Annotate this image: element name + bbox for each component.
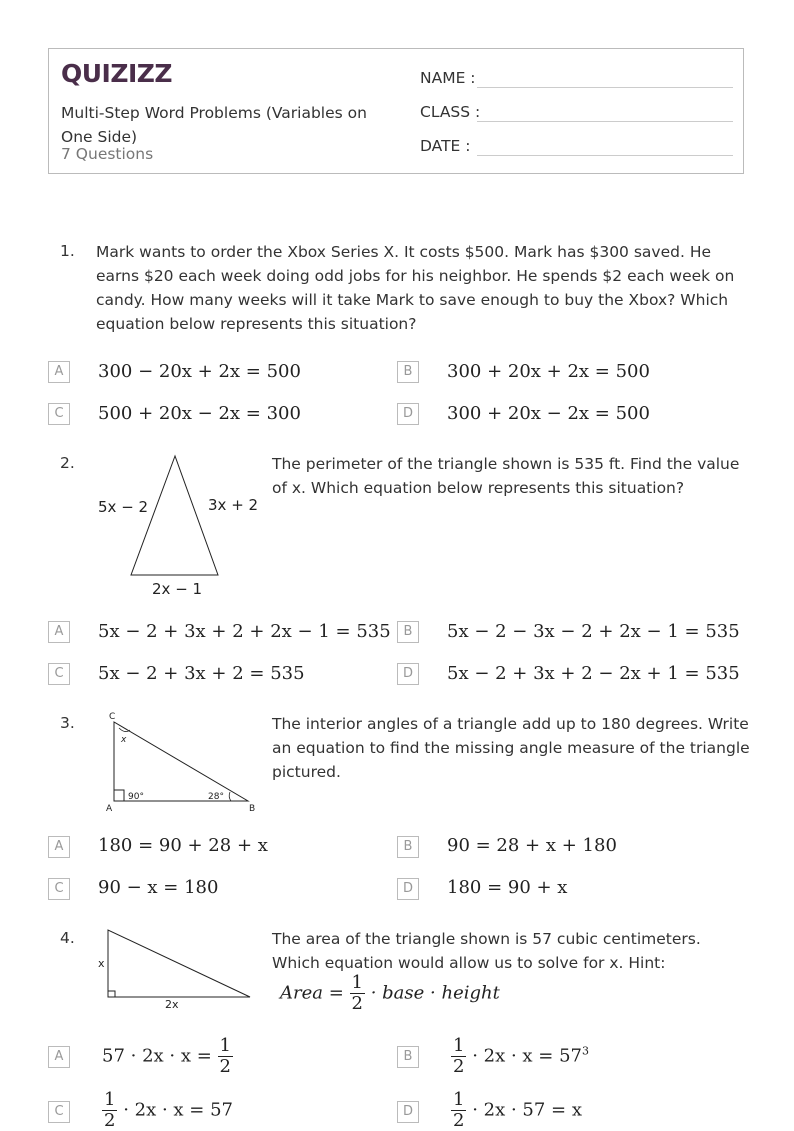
q4-triangle-figure: [92, 924, 257, 1014]
q4-option-b-box[interactable]: B: [397, 1046, 419, 1068]
q1-option-a-box[interactable]: A: [48, 361, 70, 383]
q3-triangle-figure: [100, 708, 265, 816]
q4-side-x-label: x: [98, 957, 105, 970]
date-label: DATE :: [420, 137, 471, 155]
q2-option-d[interactable]: 5x − 2 + 3x + 2 − 2x + 1 = 535: [447, 663, 740, 684]
q3-angle-b-label: 28°: [208, 792, 224, 802]
q2-triangle-figure: [92, 450, 262, 600]
question-3-text: The interior angles of a triangle add up to 180 degrees. Write an equation to find the missing angle measure of the triangle pictured.: [272, 715, 750, 781]
question-2-text: The perimeter of the triangle shown is 535 ft. Find the value of x. Which equation below represents this situation?: [272, 455, 740, 497]
question-1-number: 1.: [60, 242, 75, 260]
q3-option-c-box[interactable]: C: [48, 878, 70, 900]
q4-option-c-box[interactable]: C: [48, 1101, 70, 1123]
q2-option-c-box[interactable]: C: [48, 663, 70, 685]
q2-bottom-side-label: 2x − 1: [152, 580, 203, 598]
q3-option-a[interactable]: 180 = 90 + 28 + x: [98, 835, 268, 856]
q4-option-c[interactable]: $\frac{1}{2}$ · 2x · x = 57: [104, 1089, 233, 1131]
q1-option-d-box[interactable]: D: [397, 403, 419, 425]
q1-option-a[interactable]: 300 − 20x + 2x = 500: [98, 361, 301, 382]
q2-option-a-box[interactable]: A: [48, 621, 70, 643]
class-label: CLASS :: [420, 103, 481, 121]
q2-option-c[interactable]: 5x − 2 + 3x + 2 = 535: [98, 663, 305, 684]
question-count: 7 Questions: [61, 145, 154, 163]
name-label: NAME :: [420, 69, 476, 87]
worksheet-title: Multi-Step Word Problems (Variables on One Side): [61, 104, 367, 146]
q3-vertex-b-label: B: [249, 804, 256, 814]
q4-option-a-box[interactable]: A: [48, 1046, 70, 1068]
q3-option-a-box[interactable]: A: [48, 836, 70, 858]
q2-option-b[interactable]: 5x − 2 − 3x − 2 + 2x − 1 = 535: [447, 621, 740, 642]
q4-base-label: 2x: [165, 998, 179, 1011]
q3-vertex-c-label: C: [109, 712, 116, 722]
q4-option-d-box[interactable]: D: [397, 1101, 419, 1123]
q3-angle-x-label: x: [121, 735, 127, 745]
question-4-text: The area of the triangle shown is 57 cubic centimeters. Which equation would allow us to solve for x. Hint:: [272, 930, 701, 972]
question-2-number: 2.: [60, 454, 75, 472]
question-3-number: 3.: [60, 714, 75, 732]
q2-left-side-label: 5x − 2: [98, 498, 149, 516]
q4-option-a[interactable]: 57 · 2x · x = $\frac{1}{2}$: [102, 1035, 231, 1077]
q3-option-d-box[interactable]: D: [397, 878, 419, 900]
q1-option-d[interactable]: 300 + 20x − 2x = 500: [447, 403, 650, 424]
q3-option-d[interactable]: 180 = 90 + x: [447, 877, 568, 898]
q2-option-b-box[interactable]: B: [397, 621, 419, 643]
question-4-number: 4.: [60, 929, 75, 947]
class-field[interactable]: [420, 103, 480, 121]
q1-option-b[interactable]: 300 + 20x + 2x = 500: [447, 361, 650, 382]
q4-option-b[interactable]: $\frac{1}{2}$ · $2x \cdot x = 57^3$: [453, 1035, 589, 1077]
q4-option-d[interactable]: $\frac{1}{2}$ · 2x · 57 = x: [453, 1089, 582, 1131]
quizizz-logo: QUIZIZZ: [61, 59, 173, 88]
q2-option-a[interactable]: 5x − 2 + 3x + 2 + 2x − 1 = 535: [98, 621, 391, 642]
q3-vertex-a-label: A: [106, 804, 113, 814]
q2-option-d-box[interactable]: D: [397, 663, 419, 685]
q4-hint-formula: Area = $\frac{1}{2}$ · base · height: [280, 972, 500, 1014]
q1-option-c-box[interactable]: C: [48, 403, 70, 425]
q3-option-b[interactable]: 90 = 28 + x + 180: [447, 835, 617, 856]
q1-option-c[interactable]: 500 + 20x − 2x = 300: [98, 403, 301, 424]
q3-option-b-box[interactable]: B: [397, 836, 419, 858]
q3-right-angle-label: 90°: [128, 792, 144, 802]
question-1-text: Mark wants to order the Xbox Series X. It costs $500. Mark has $300 saved. He earns $20 each week doing odd jobs for his neighbor. He spends $2 each week on candy. How many weeks will it take Mark to save enough to buy the Xbox? Which equation below represents this situation?: [96, 243, 735, 333]
name-field[interactable]: [420, 69, 476, 87]
date-field[interactable]: [420, 137, 470, 155]
q2-right-side-label: 3x + 2: [208, 496, 259, 514]
q3-option-c[interactable]: 90 − x = 180: [98, 877, 219, 898]
q1-option-b-box[interactable]: B: [397, 361, 419, 383]
worksheet-header: [48, 48, 744, 174]
